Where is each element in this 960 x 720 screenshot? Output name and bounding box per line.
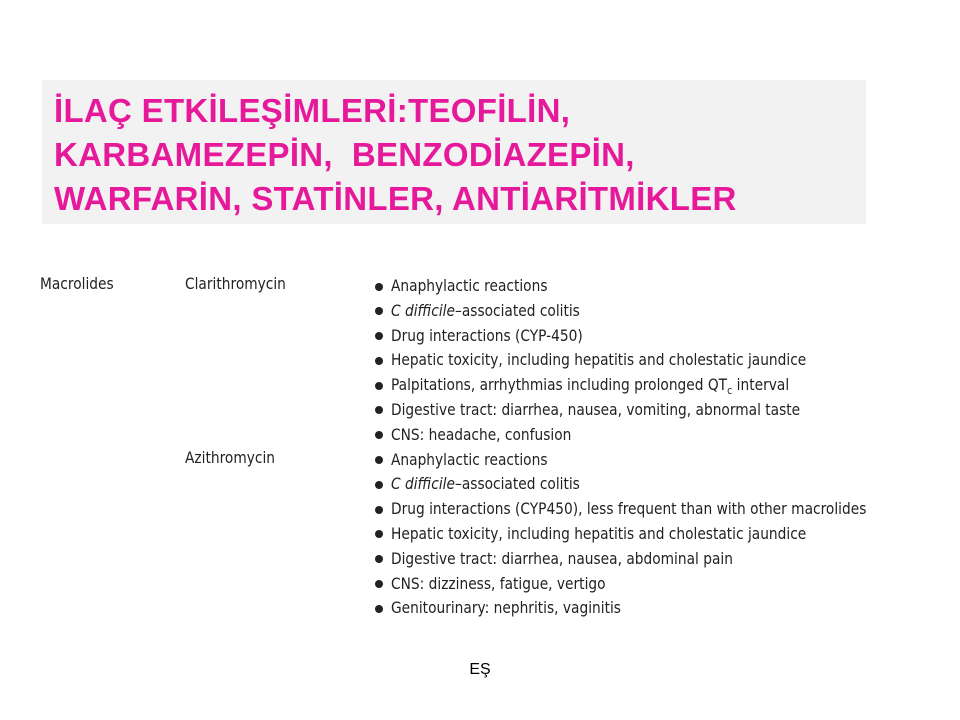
effect-item (375, 373, 960, 398)
effect-item (375, 497, 960, 522)
title-line-2: KARBAMEZEPİN, BENZODİAZEPİN, (54, 136, 635, 173)
effects-list (375, 274, 960, 448)
effect-main-text: Hepatic toxicity, including hepatitis and cholestatic jaundice (391, 523, 807, 543)
drug-group-azithromycin (40, 448, 900, 622)
title-line-3: WARFARİN, STATİNLER, ANTİARİTMİKLER (54, 180, 737, 217)
effect-italic-term: C difficile (391, 474, 455, 494)
effect-main-text: Hepatic toxicity, including hepatitis and cholestatic jaundice (391, 350, 807, 370)
bullet-icon (375, 481, 383, 489)
bullet-icon (375, 382, 383, 390)
bullet-icon (375, 406, 383, 414)
effect-text (391, 398, 800, 423)
effect-text (391, 547, 733, 572)
effect-main-text: –associated colitis (454, 300, 580, 320)
effect-main-text: Anaphylactic reactions (391, 276, 548, 295)
effect-text (391, 348, 806, 373)
effect-text (391, 448, 547, 473)
effect-main-text: CNS: dizziness, fatigue, vertigo (391, 573, 606, 593)
effect-subscript: c (727, 384, 733, 398)
bullet-icon (375, 431, 383, 439)
effect-main-text: CNS: headache, confusion (391, 424, 572, 444)
effect-main-text: Drug interactions (CYP-450) (391, 325, 583, 345)
effect-item (375, 547, 960, 572)
effect-item (375, 398, 960, 423)
title-line-1: İLAÇ ETKİLEŞİMLERİ:TEOFİLİN, (54, 92, 571, 129)
effect-item (375, 299, 960, 324)
drug-name-cell: Azithromycin (185, 447, 276, 467)
effects-list (375, 448, 960, 622)
adverse-effects-table (40, 274, 900, 621)
drug-name-cell: Clarithromycin (185, 274, 286, 293)
effect-main-text: Genitourinary: nephritis, vaginitis (391, 598, 621, 618)
effect-main-text: Drug interactions (CYP450), less frequent than with other macrolides (391, 499, 867, 519)
effect-item (375, 596, 960, 621)
bullet-icon (375, 506, 383, 514)
drug-class-cell: Macrolides (40, 274, 114, 293)
title-box (42, 80, 866, 224)
effect-text (391, 497, 866, 522)
effect-main-text: Anaphylactic reactions (391, 449, 548, 469)
effect-main-text: Palpitations, arrhythmias including prolonged QT (391, 375, 728, 395)
effect-main-text: Digestive tract: diarrhea, nausea, abdominal pain (391, 548, 733, 568)
effect-item (375, 324, 960, 349)
effect-text (391, 572, 606, 597)
effect-italic-term: C difficile (391, 300, 455, 320)
bullet-icon (375, 580, 383, 588)
drug-group-clarithromycin (40, 274, 900, 448)
bullet-icon (375, 332, 383, 340)
bullet-icon (375, 283, 383, 291)
effect-tail-text: interval (732, 375, 790, 395)
effect-item (375, 522, 960, 547)
effect-item (375, 348, 960, 373)
effect-text (391, 522, 806, 547)
effect-text (391, 274, 547, 299)
bullet-icon (375, 357, 383, 365)
effect-main-text: Digestive tract: diarrhea, nausea, vomiting, abnormal taste (391, 399, 801, 419)
effect-main-text: –associated colitis (454, 474, 580, 494)
bullet-icon (375, 530, 383, 538)
effect-text (391, 472, 580, 497)
bullet-icon (375, 307, 383, 315)
effect-item (375, 274, 960, 299)
clipped-previous-row (40, 255, 900, 261)
effect-text (391, 423, 571, 448)
effect-text (391, 596, 621, 621)
footer-initials: EŞ (469, 661, 491, 678)
effect-text (391, 299, 580, 324)
effect-item (375, 572, 960, 597)
effect-item (375, 472, 960, 497)
bullet-icon (375, 456, 383, 464)
bullet-icon (375, 605, 383, 613)
effect-item (375, 448, 960, 473)
effect-item (375, 423, 960, 448)
bullet-icon (375, 555, 383, 563)
effect-text (391, 324, 583, 349)
